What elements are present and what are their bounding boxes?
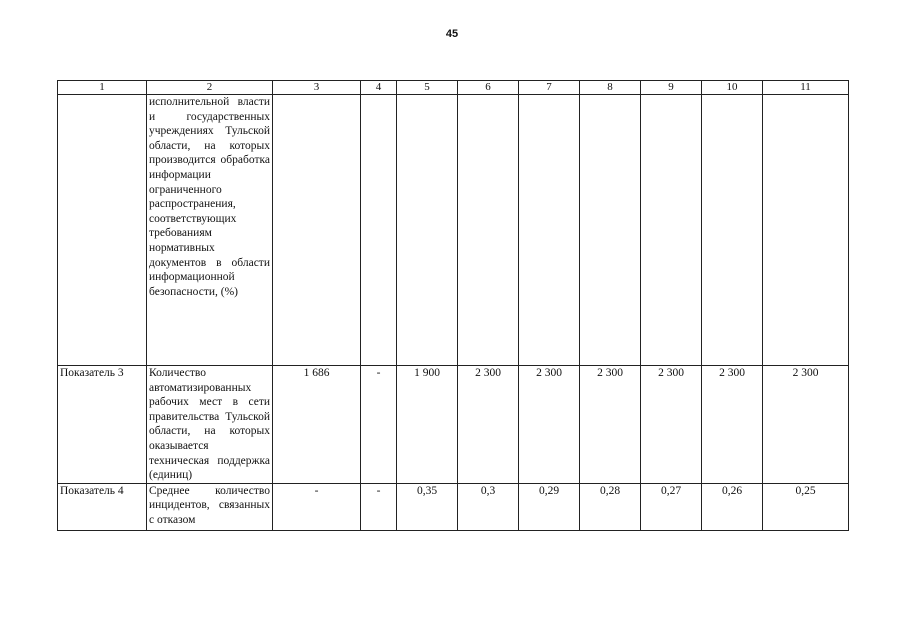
table-row [58,366,849,484]
value-cell: 0,27 [641,483,702,530]
value-cell [458,95,519,366]
value-cell: 2 300 [519,366,580,484]
page-number: 45 [445,28,459,40]
column-header: 9 [641,81,702,95]
value-cell: 1 686 [273,366,361,484]
value-cell [397,95,458,366]
column-header: 10 [702,81,763,95]
value-cell: - [361,366,397,484]
value-cell: - [273,483,361,530]
table-row [58,95,849,366]
value-cell: 2 300 [702,366,763,484]
table-row [58,483,849,530]
indicator-description: Количество автоматизированных рабочих мест в сети правительства Тульской области, на которых оказывается техническая поддержка (единиц) [147,366,273,484]
value-cell: - [361,483,397,530]
column-header: 3 [273,81,361,95]
value-cell: 0,26 [702,483,763,530]
value-cell: 2 300 [580,366,641,484]
column-header: 11 [763,81,849,95]
indicator-label: Показатель 3 [58,366,147,484]
value-cell [580,95,641,366]
value-cell: 2 300 [641,366,702,484]
indicator-label [58,95,147,366]
indicator-description: исполнительной власти и государственных учреждениях Тульской области, на которых производится обработка информации ограниченного распространения, соответствующих требованиям нормативных документов в области информационной безопасности, (%) [147,95,273,366]
value-cell [763,95,849,366]
indicator-label: Показатель 4 [58,483,147,530]
indicators-table [57,80,849,531]
indicator-description: Среднее количество инцидентов, связанных с отказом [147,483,273,530]
value-cell: 0,25 [763,483,849,530]
value-cell [702,95,763,366]
column-header: 6 [458,81,519,95]
value-cell: 0,35 [397,483,458,530]
value-cell: 0,28 [580,483,641,530]
value-cell: 2 300 [458,366,519,484]
column-header: 8 [580,81,641,95]
value-cell: 0,29 [519,483,580,530]
column-header: 5 [397,81,458,95]
value-cell [361,95,397,366]
value-cell: 2 300 [763,366,849,484]
value-cell [273,95,361,366]
value-cell [519,95,580,366]
column-header: 2 [147,81,273,95]
table-header-row [58,81,849,95]
column-header: 7 [519,81,580,95]
column-header: 4 [361,81,397,95]
value-cell [641,95,702,366]
column-header: 1 [58,81,147,95]
value-cell: 1 900 [397,366,458,484]
value-cell: 0,3 [458,483,519,530]
